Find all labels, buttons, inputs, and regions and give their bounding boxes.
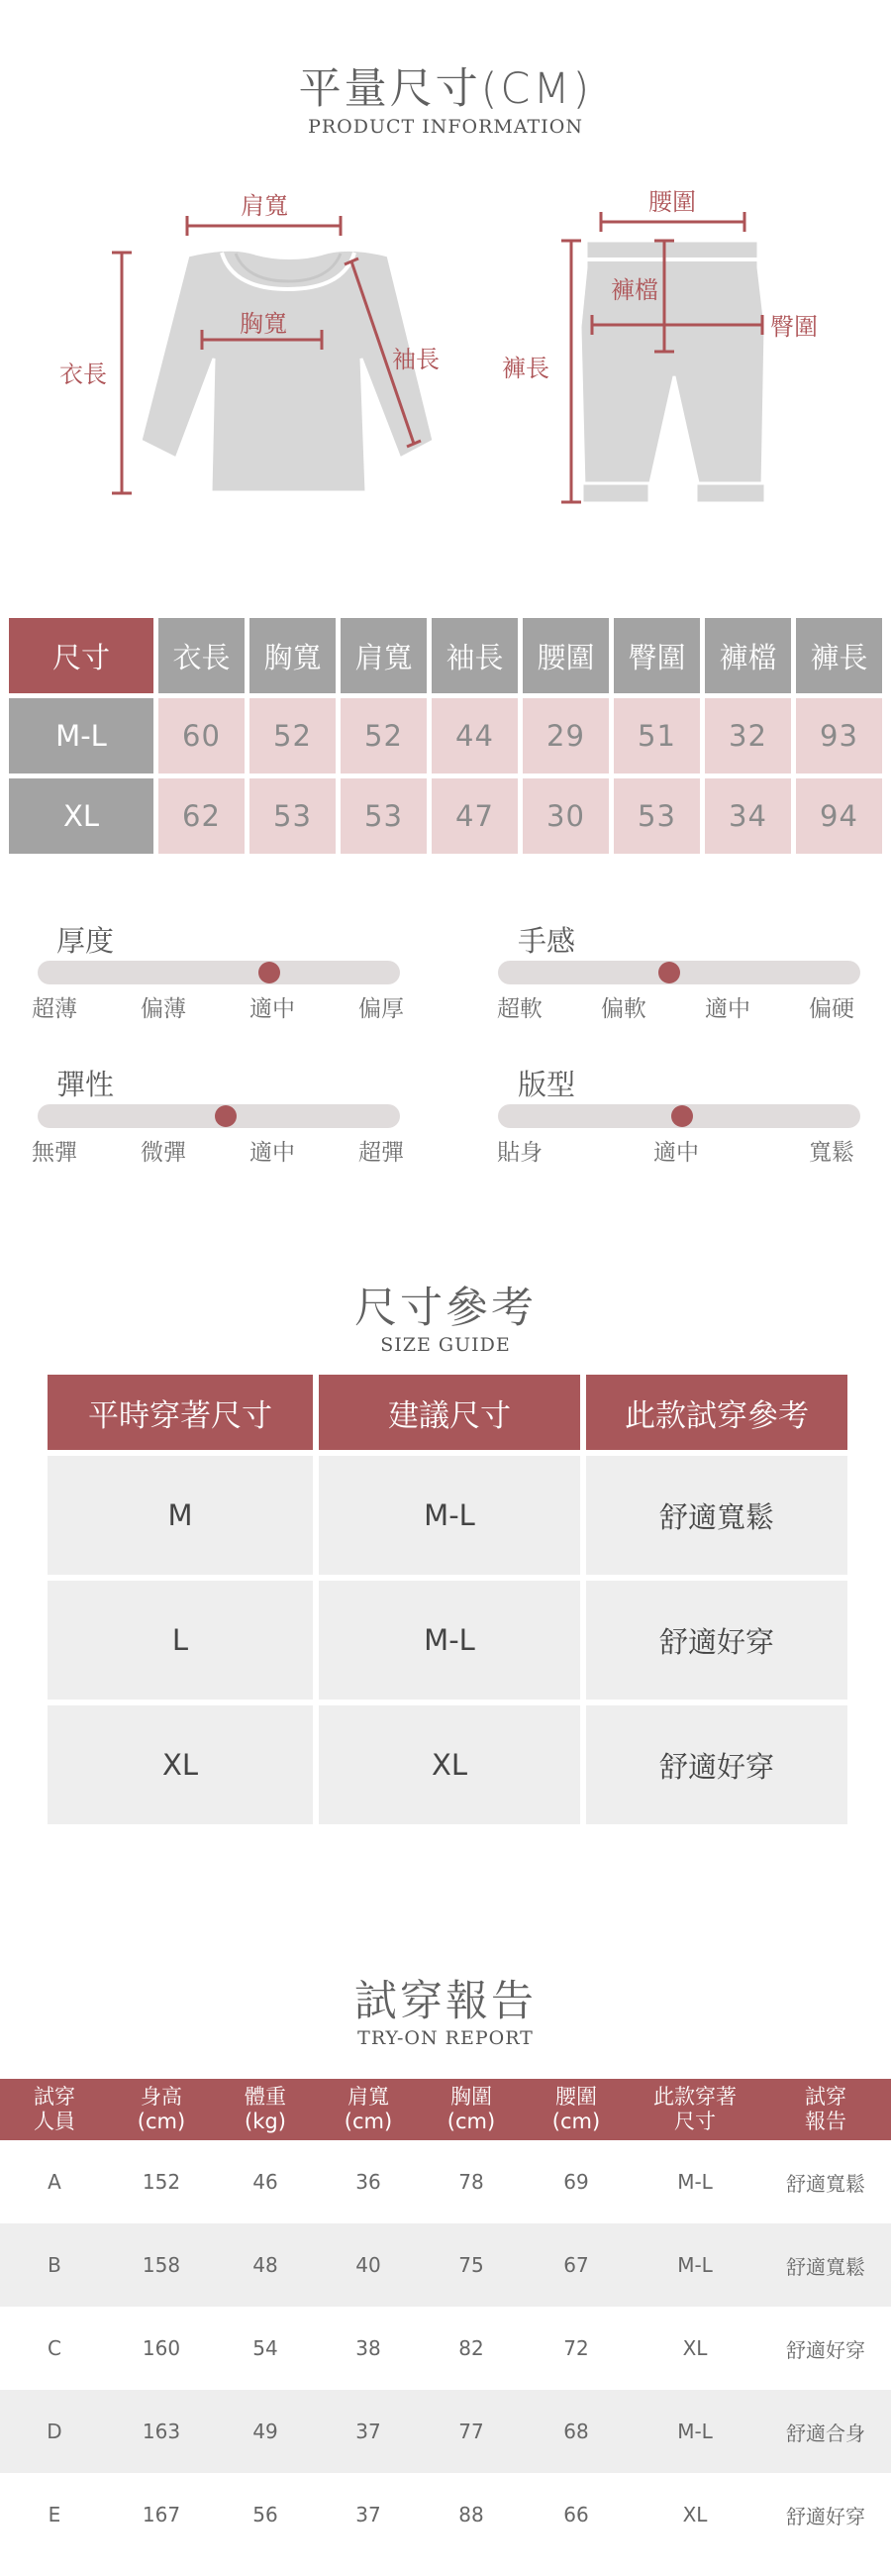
elasticity-tick: 超彈 <box>358 1140 404 1166</box>
try-on-cell: 36 <box>355 2170 381 2194</box>
size-table <box>4 613 887 859</box>
size-guide-cell: XL <box>48 1705 313 1824</box>
try-on-cell: M-L <box>630 2223 760 2307</box>
header-line: 人員 <box>34 2110 75 2133</box>
size-table-header <box>9 618 882 693</box>
try-on-cell: C <box>48 2336 61 2360</box>
product-info-subtitle: PRODUCT INFORMATION <box>308 116 583 138</box>
size-guide-cell: 舒適好穿 <box>586 1705 847 1824</box>
sleeve-label: 袖長 <box>392 346 440 373</box>
size-value-cell: 32 <box>705 698 791 773</box>
pants-illustration <box>580 241 765 487</box>
try-on-cell: 67 <box>523 2223 630 2307</box>
try-on-cell: 77 <box>420 2390 523 2473</box>
size-header-cell: 肩寬 <box>341 618 427 693</box>
header-line: 腰圍 <box>555 2085 597 2109</box>
try-on-cell: 78 <box>458 2170 484 2194</box>
size-guide-cell: 舒適好穿 <box>586 1581 847 1700</box>
size-value-cell: 94 <box>796 778 882 854</box>
fit-tick: 寬鬆 <box>809 1140 854 1166</box>
size-header-cell: 褲檔 <box>705 618 791 693</box>
shoulder-label: 肩寬 <box>241 192 288 220</box>
header-line: (cm) <box>551 2110 601 2133</box>
size-value-cell: 53 <box>341 778 427 854</box>
table-row <box>0 2307 891 2390</box>
try-on-cell: B <box>0 2223 109 2307</box>
rise-label: 褲檔 <box>611 276 658 304</box>
header-line: (kg) <box>245 2110 286 2133</box>
header-line: 試穿 <box>805 2085 846 2109</box>
thickness-title: 厚度 <box>56 924 115 958</box>
try-on-cell: 158 <box>109 2223 214 2307</box>
size-value-cell: 52 <box>341 698 427 773</box>
hand-feel-tick: 適中 <box>705 996 750 1022</box>
thickness-tick: 超薄 <box>32 996 77 1022</box>
try-on-cell: 37 <box>355 2503 381 2526</box>
size-header-cell: 腰圍 <box>523 618 609 693</box>
product-info-title: 平量尺寸(CM) <box>298 64 593 114</box>
size-value-cell: 53 <box>614 778 700 854</box>
header-line: 胸圍 <box>450 2085 492 2109</box>
hand-feel-indicator <box>658 962 680 983</box>
size-row-label: M-L <box>9 698 153 773</box>
try-on-header-cell <box>630 2079 760 2140</box>
try-on-cell: 48 <box>214 2223 317 2307</box>
try-on-cell: 舒適好穿 <box>786 2504 865 2528</box>
table-row <box>0 2390 891 2473</box>
try-on-cell: 68 <box>523 2390 630 2473</box>
try-on-cell: 56 <box>252 2503 278 2526</box>
waist-label: 腰圍 <box>648 188 696 216</box>
header-line: (cm) <box>137 2110 186 2133</box>
header-line: 體重 <box>245 2085 286 2109</box>
size-guide-subtitle: SIZE GUIDE <box>380 1334 511 1356</box>
try-on-cell: 72 <box>563 2336 589 2360</box>
size-value-cell: 34 <box>705 778 791 854</box>
table-row <box>0 2140 891 2223</box>
hand-feel-title: 手感 <box>518 924 576 958</box>
try-on-cell: 舒適寬鬆 <box>786 2171 865 2196</box>
hip-label: 臀圍 <box>770 313 818 341</box>
size-header-cell: 臀圍 <box>614 618 700 693</box>
try-on-table <box>0 2079 891 2556</box>
try-on-cell: E <box>48 2503 61 2526</box>
size-value-cell: 62 <box>158 778 245 854</box>
size-header-cell: 褲長 <box>796 618 882 693</box>
garment-diagram <box>0 0 891 535</box>
size-value-cell: 47 <box>432 778 518 854</box>
size-value-cell: 53 <box>249 778 336 854</box>
try-on-cell: 舒適寬鬆 <box>760 2223 891 2307</box>
size-guide-header-cell: 平時穿著尺寸 <box>48 1375 313 1450</box>
try-on-cell: 40 <box>317 2223 420 2307</box>
size-value-cell: 52 <box>249 698 336 773</box>
try-on-cell: 38 <box>355 2336 381 2360</box>
try-on-cell: A <box>48 2170 61 2194</box>
header-line: 報告 <box>805 2110 846 2133</box>
try-on-header <box>0 2079 891 2140</box>
size-guide-header-cell: 此款試穿參考 <box>586 1375 847 1450</box>
try-on-cell: XL <box>682 2503 708 2526</box>
table-row <box>48 1581 847 1700</box>
elasticity-tick: 適中 <box>249 1140 295 1166</box>
try-on-header-cell <box>0 2079 109 2140</box>
header-line: 身高 <box>141 2085 182 2109</box>
size-header-cell: 袖長 <box>432 618 518 693</box>
size-value-cell: 30 <box>523 778 609 854</box>
try-on-cell: 66 <box>563 2503 589 2526</box>
elasticity-indicator <box>215 1105 237 1127</box>
size-value-cell: 51 <box>614 698 700 773</box>
table-row <box>9 698 882 773</box>
try-on-cell: M-L <box>677 2170 713 2194</box>
try-on-cell: M-L <box>630 2390 760 2473</box>
size-guide-cell: L <box>48 1581 313 1700</box>
elasticity-title: 彈性 <box>56 1068 115 1101</box>
try-on-cell: 69 <box>563 2170 589 2194</box>
shirt-length-label: 衣長 <box>59 361 107 388</box>
pants-length-label: 褲長 <box>502 355 549 382</box>
size-header-cell: 衣長 <box>158 618 245 693</box>
try-on-cell: 152 <box>142 2170 181 2194</box>
elasticity-tick: 微彈 <box>141 1140 186 1166</box>
size-guide-header <box>48 1375 847 1450</box>
size-table-corner: 尺寸 <box>9 618 153 693</box>
try-on-cell: 54 <box>252 2336 278 2360</box>
try-on-cell: 舒適好穿 <box>786 2337 865 2362</box>
try-on-header-cell <box>214 2079 317 2140</box>
header-line: 試穿 <box>34 2085 75 2109</box>
size-guide-header-cell: 建議尺寸 <box>319 1375 580 1450</box>
try-on-cell: 163 <box>109 2390 214 2473</box>
table-row <box>48 1705 847 1824</box>
try-on-title: 試穿報告 <box>354 1977 537 2026</box>
try-on-header-cell <box>523 2079 630 2140</box>
try-on-header-cell <box>317 2079 420 2140</box>
table-row <box>0 2223 891 2307</box>
size-guide-table <box>42 1369 853 1830</box>
hand-feel-tick: 超軟 <box>497 996 543 1022</box>
try-on-cell: 160 <box>142 2336 181 2360</box>
fit-title: 版型 <box>518 1068 576 1101</box>
try-on-cell: XL <box>682 2336 708 2360</box>
size-value-cell: 93 <box>796 698 882 773</box>
size-header-cell: 胸寬 <box>249 618 336 693</box>
table-row <box>0 2473 891 2556</box>
try-on-header-cell <box>109 2079 214 2140</box>
size-value-cell: 29 <box>523 698 609 773</box>
try-on-header-cell <box>420 2079 523 2140</box>
try-on-header-cell <box>760 2079 891 2140</box>
thickness-track <box>38 961 400 984</box>
size-guide-cell: 舒適寬鬆 <box>586 1456 847 1575</box>
chest-label: 胸寬 <box>240 310 287 338</box>
thickness-tick: 偏薄 <box>141 996 186 1022</box>
fit-tick: 適中 <box>653 1140 699 1166</box>
try-on-cell: 82 <box>458 2336 484 2360</box>
try-on-cell: D <box>0 2390 109 2473</box>
size-guide-cell: M-L <box>319 1581 580 1700</box>
size-guide-cell: XL <box>319 1705 580 1824</box>
try-on-cell: 88 <box>458 2503 484 2526</box>
size-guide-cell: M <box>48 1456 313 1575</box>
try-on-cell: 37 <box>317 2390 420 2473</box>
try-on-cell: 75 <box>420 2223 523 2307</box>
try-on-cell: 舒適合身 <box>760 2390 891 2473</box>
table-row <box>48 1456 847 1575</box>
size-value-cell: 60 <box>158 698 245 773</box>
try-on-cell: 49 <box>214 2390 317 2473</box>
hand-feel-tick: 偏硬 <box>809 996 854 1022</box>
table-row <box>9 778 882 854</box>
thickness-tick: 適中 <box>249 996 295 1022</box>
try-on-cell: 167 <box>142 2503 181 2526</box>
header-line: (cm) <box>344 2110 393 2133</box>
size-row-label: XL <box>9 778 153 854</box>
size-guide-title: 尺寸參考 <box>354 1284 537 1333</box>
header-line: (cm) <box>446 2110 496 2133</box>
size-value-cell: 44 <box>432 698 518 773</box>
try-on-cell: 46 <box>252 2170 278 2194</box>
header-line: 肩寬 <box>347 2085 389 2109</box>
elasticity-tick: 無彈 <box>32 1140 77 1166</box>
hand-feel-tick: 偏軟 <box>601 996 646 1022</box>
size-guide-cell: M-L <box>319 1456 580 1575</box>
fit-tick: 貼身 <box>497 1140 543 1166</box>
try-on-subtitle: TRY-ON REPORT <box>357 2027 534 2049</box>
header-line: 尺寸 <box>674 2110 716 2133</box>
thickness-tick: 偏厚 <box>358 996 404 1022</box>
header-line: 此款穿著 <box>653 2085 737 2109</box>
